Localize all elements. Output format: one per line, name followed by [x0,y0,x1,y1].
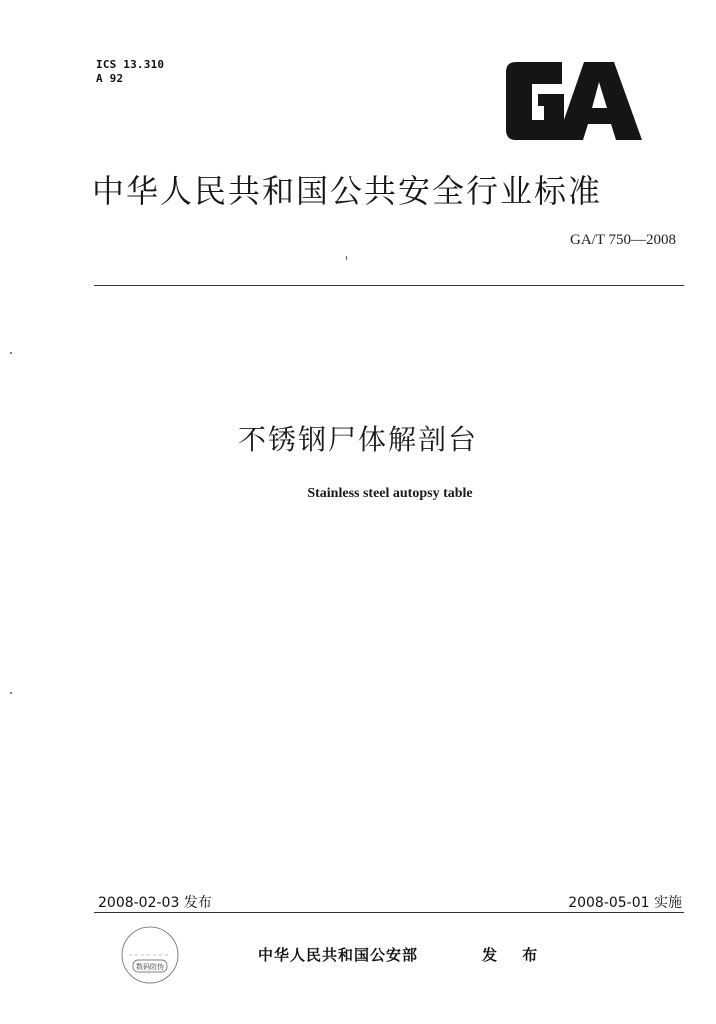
scan-speck [10,692,12,694]
industry-standard-heading: 中华人民共和国公共安全行业标准 [92,172,603,210]
title-chinese: 不锈钢尸体解剖台 [237,423,478,456]
bottom-divider [94,912,684,913]
anti-counterfeit-stamp [117,924,183,986]
ccs-code: A 92 [96,72,124,85]
top-divider [94,285,684,286]
standard-number: GA/T 750—2008 [570,232,676,248]
ics-code: ICS 13.310 [96,58,165,71]
publisher-name: 中华人民共和国公安部 [258,946,419,964]
scan-speck [346,256,347,260]
classification-codes [96,58,164,86]
ga-logo-letter-g [506,62,564,140]
ga-logo [500,60,645,142]
ga-logo-letter-a [557,62,642,140]
stamp-label: 数码防伪 [136,963,164,971]
title-english: Stainless steel autopsy table [307,486,473,501]
scan-speck [10,352,12,354]
issue-date: 2008-02-03 发布 [98,895,212,911]
effective-date: 2008-05-01 实施 [568,895,682,911]
publish-label: 发 布 [482,946,548,964]
